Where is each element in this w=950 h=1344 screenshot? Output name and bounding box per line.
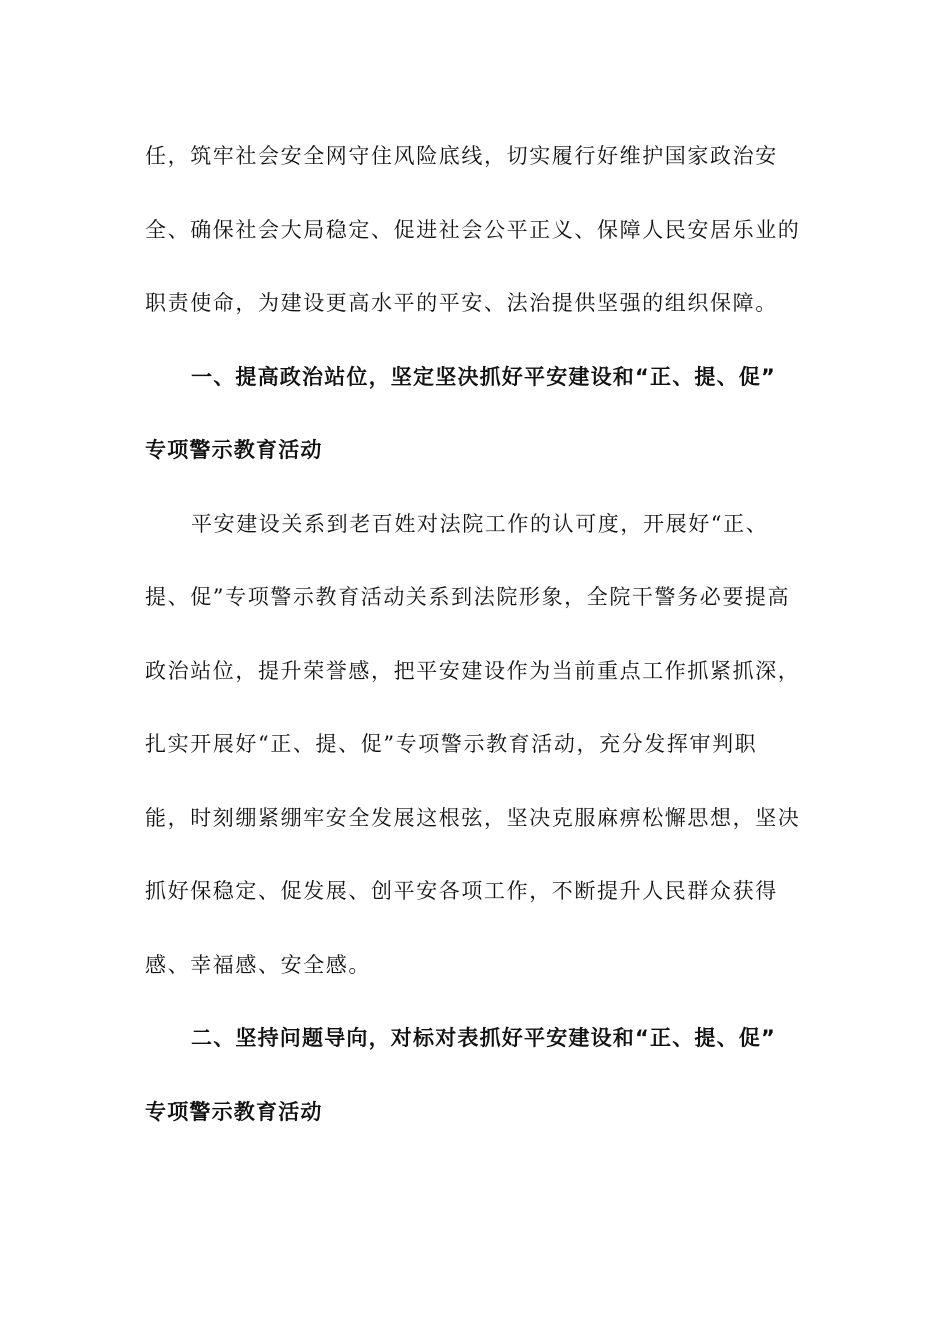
section2-heading-line-2: 专项警示教育活动: [145, 1099, 323, 1124]
section1-body-line-1: 平安建设关系到老百姓对法院工作的认可度，开展好“正、: [191, 511, 769, 536]
section1-body-line-3: 政治站位，提升荣誉感，把平安建设作为当前重点工作抓紧抓深，: [145, 658, 801, 683]
intro-line-1: 任，筑牢社会安全网守住风险底线，切实履行好维护国家政治安: [145, 144, 778, 168]
section1-body-line-4: 扎实开展好“正、提、促”专项警示教育活动，充分发挥审判职: [145, 732, 758, 756]
section1-body-line-7: 感、幸福感、安全感。: [145, 952, 371, 977]
intro-line-3: 职责使命，为建设更高水平的平安、法治提供坚强的组织保障。: [145, 291, 778, 315]
section1-body-line-2: 提、促”专项警示教育活动关系到法院形象，全院干警务必要提高: [145, 585, 791, 609]
intro-line-2: 全、确保社会大局稳定、促进社会公平正义、保障人民安居乐业的: [145, 217, 801, 242]
section1-heading-line-1: 一、提高政治站位，坚定坚决抓好平安建设和“正、提、促”: [191, 364, 777, 389]
section1-body-line-5: 能，时刻绷紧绷牢安全发展这根弦，坚决克服麻痹松懈思想，坚决: [145, 805, 801, 830]
section2-heading-line-1: 二、坚持问题导向，对标对表抓好平安建设和“正、提、促”: [191, 1026, 777, 1050]
section1-body-line-6: 抓好保稳定、促发展、创平安各项工作，不断提升人民群众获得: [145, 879, 778, 903]
document-body: [145, 120, 801, 1149]
section1-heading-line-2: 专项警示教育活动: [145, 438, 323, 462]
